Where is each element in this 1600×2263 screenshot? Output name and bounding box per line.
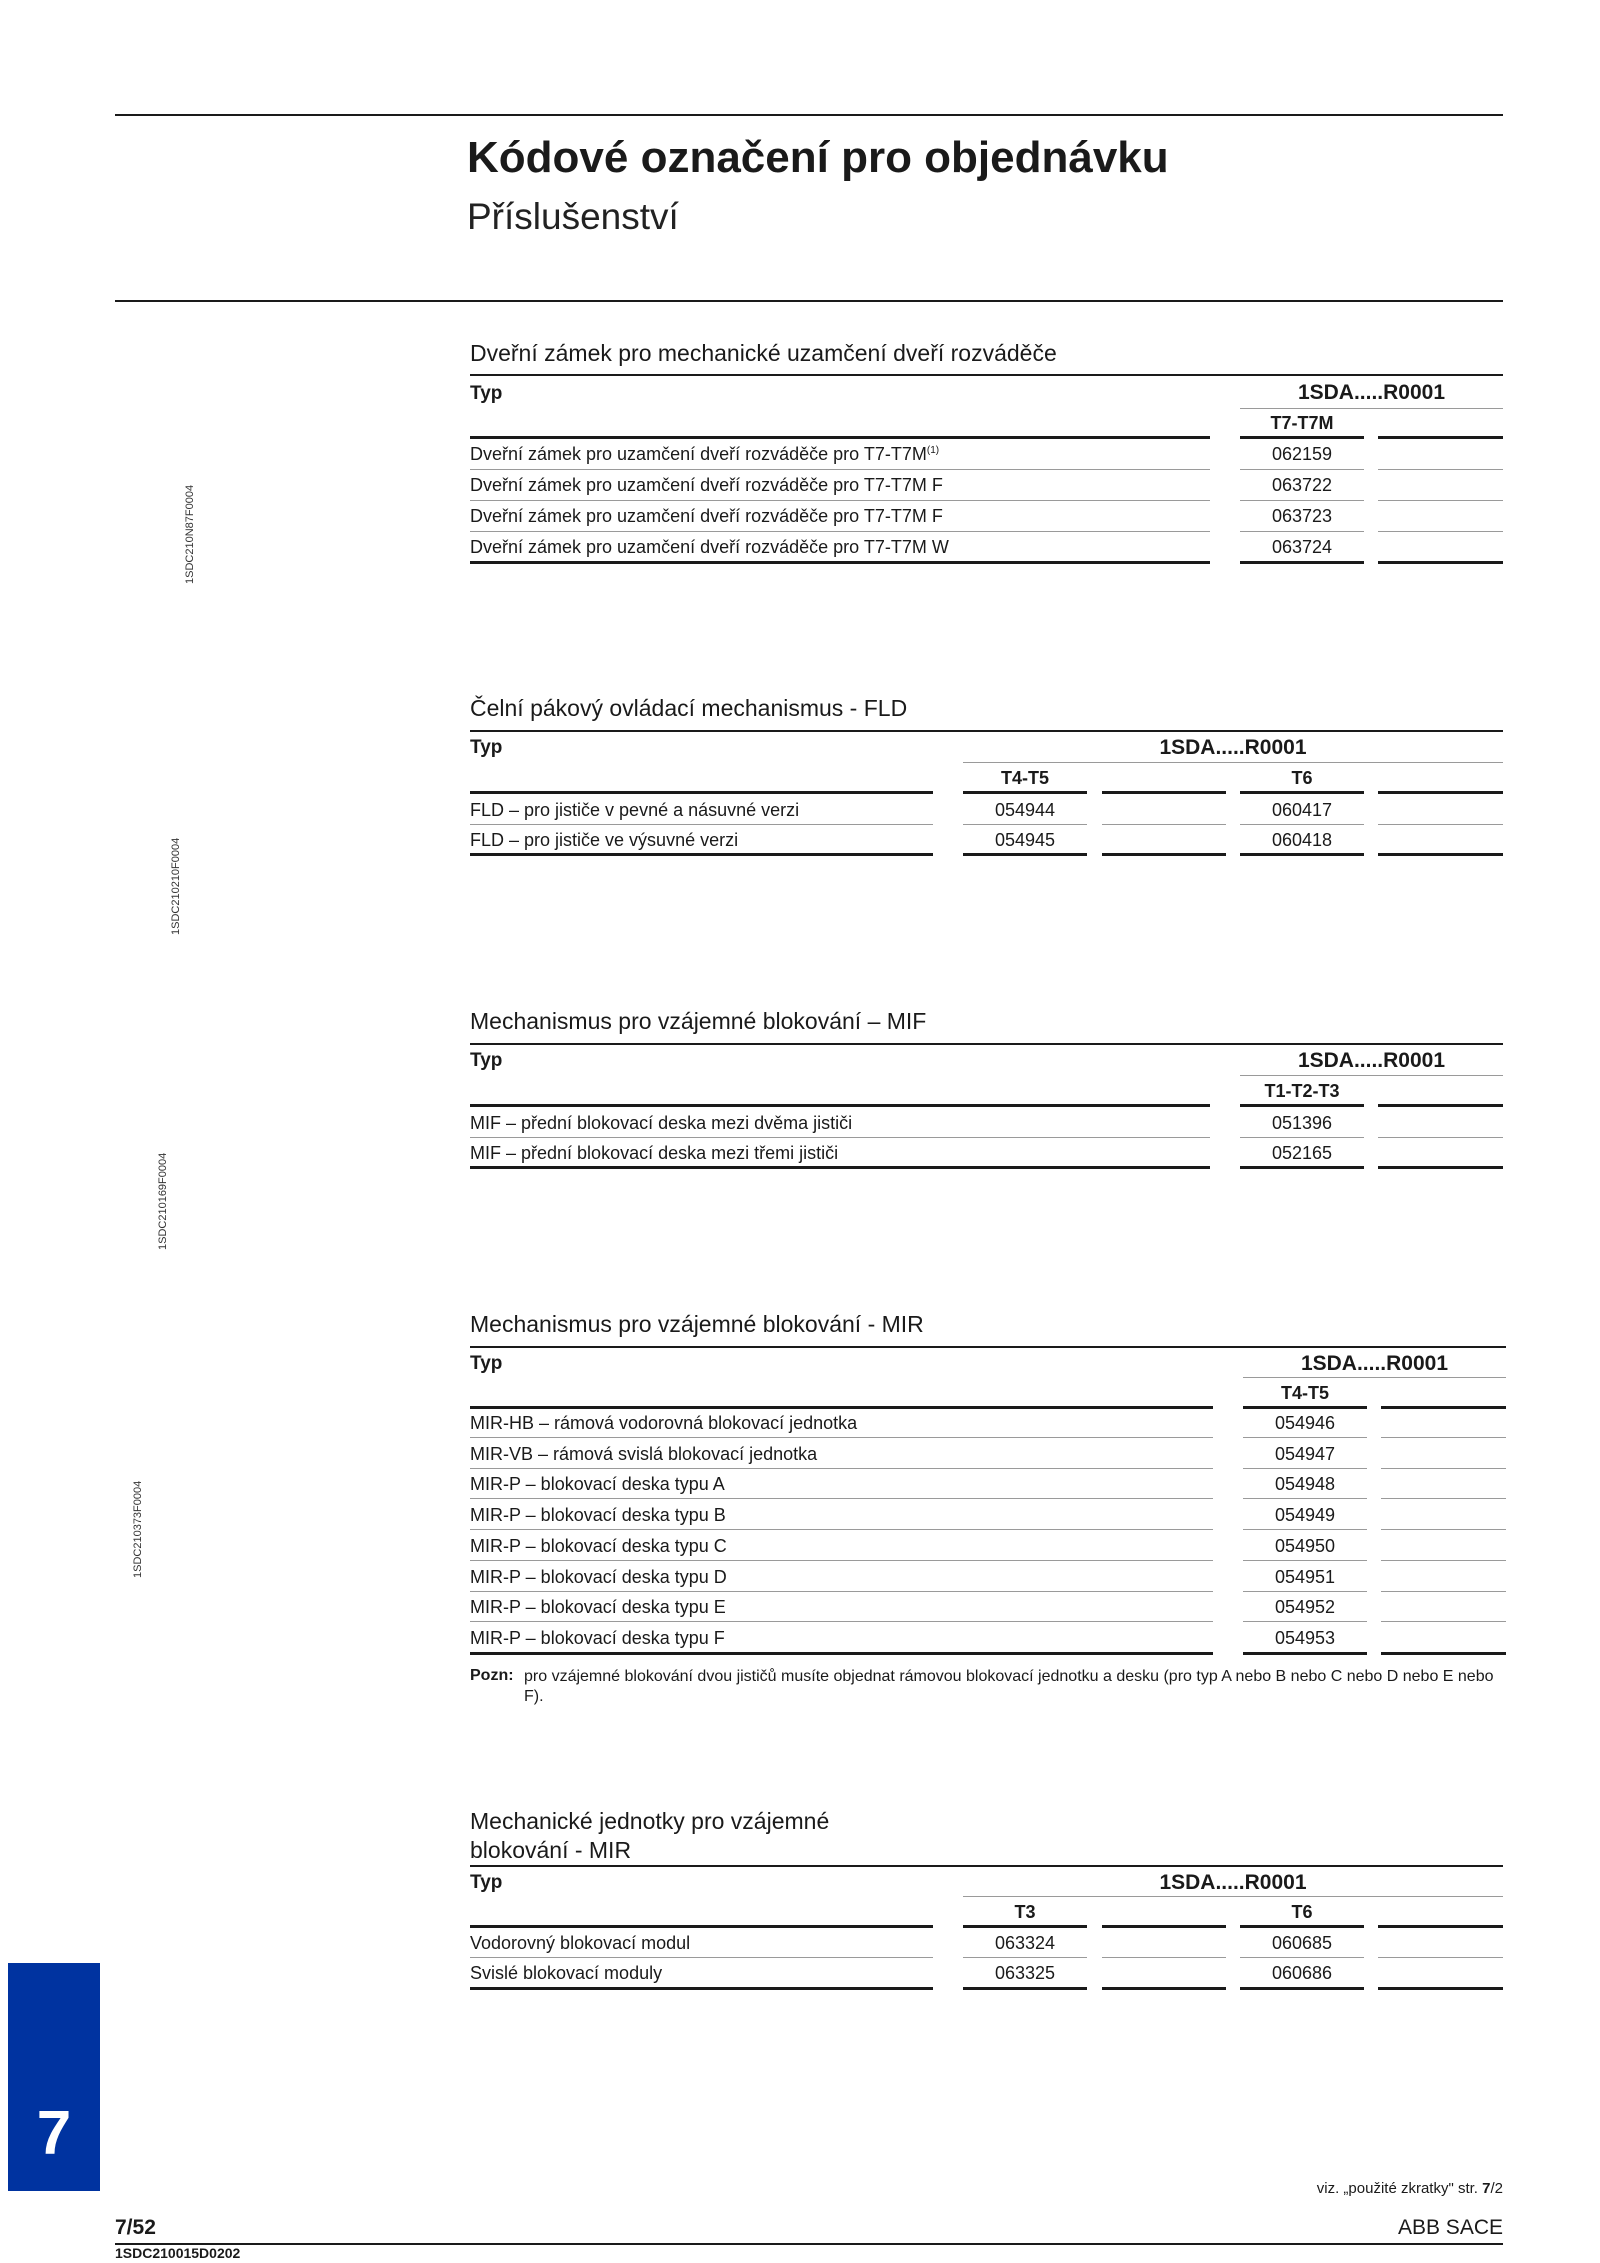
s3-bottom-rule <box>1240 1166 1364 1169</box>
s3-row-rule <box>1240 1137 1364 1138</box>
s2-bottom-rule <box>1102 853 1226 856</box>
table-row-code: 063722 <box>1271 475 1333 495</box>
s5-bottom-rule <box>963 1987 1087 1990</box>
chapter-tab <box>8 1963 100 2191</box>
table-row-code: 052165 <box>1271 1143 1333 1163</box>
table-row-desc: Vodorovný blokovací modul <box>470 1933 691 1953</box>
side-code-3: 1SDC210169F0004 <box>157 1152 169 1250</box>
s4-row-rule <box>1243 1468 1367 1469</box>
s5-col-header-0: T3 <box>1014 1902 1036 1922</box>
s3-code-header: 1SDA.....R0001 <box>1297 1049 1446 1072</box>
s4-row-rule <box>470 1468 1213 1469</box>
section-fld-title: Čelní pákový ovládací mechanismus - FLD <box>470 695 908 721</box>
footer-reference <box>1180 2180 1503 2197</box>
s5-row-rule <box>1378 1957 1503 1958</box>
s5-bottom-rule <box>1378 1987 1503 1990</box>
table-row-code: 054946 <box>1274 1413 1336 1433</box>
section-mir-units-title-line1: Mechanické jednotky pro vzájemné <box>470 1808 830 1834</box>
s2-top-rule <box>470 730 1503 732</box>
brand-name: ABB SACE <box>1397 2216 1503 2239</box>
row-desc-text: Dveřní zámek pro uzamčení dveří rozváděče pro T7-T7M <box>470 444 927 464</box>
s4-header-rule <box>470 1406 1213 1409</box>
s3-header-rule <box>1378 1104 1503 1107</box>
s2-row-rule <box>1378 824 1503 825</box>
s4-row-rule <box>1381 1468 1506 1469</box>
s3-code-rule <box>1240 1075 1503 1076</box>
s2-header-rule <box>470 791 933 794</box>
s1-row-rule <box>1240 531 1364 532</box>
s2-bottom-rule <box>1378 853 1503 856</box>
s2-header-rule <box>1378 791 1503 794</box>
s2-typ-label: Typ <box>470 737 503 758</box>
s4-row-rule <box>470 1437 1213 1438</box>
s1-code-header: 1SDA.....R0001 <box>1297 381 1446 404</box>
section-mir-title: Mechanismus pro vzájemné blokování - MIR <box>470 1311 924 1337</box>
s4-row-rule <box>1381 1437 1506 1438</box>
side-code-1: 1SDC210N87F0004 <box>184 484 196 584</box>
s2-col-header-1: T6 <box>1291 768 1313 788</box>
table-row-code: 054945 <box>994 830 1056 850</box>
side-code-2: 1SDC210210F0004 <box>170 837 182 935</box>
table-row-desc <box>470 444 939 465</box>
s1-row-rule <box>1378 531 1503 532</box>
s2-row-rule <box>1102 824 1226 825</box>
s2-bottom-rule <box>470 853 933 856</box>
s1-header-rule-a <box>470 436 1210 439</box>
s3-header-rule <box>470 1104 1210 1107</box>
footer-ref-suffix: /2 <box>1490 2180 1503 2197</box>
top-rule <box>115 114 1503 116</box>
s2-bottom-rule <box>963 853 1087 856</box>
table-row-desc: MIF – přední blokovací deska mezi třemi jističi <box>470 1143 839 1163</box>
table-row-desc: MIR-HB – rámová vodorovná blokovací jednotka <box>470 1413 858 1433</box>
s2-header-rule <box>1240 791 1364 794</box>
s5-code-header: 1SDA.....R0001 <box>1159 1871 1307 1894</box>
s5-code-rule <box>963 1896 1503 1897</box>
footer-rule <box>115 2243 1503 2245</box>
s3-bottom-rule <box>470 1166 1210 1169</box>
s3-top-rule <box>470 1043 1503 1045</box>
s5-row-rule <box>1240 1957 1364 1958</box>
s4-code-rule <box>1243 1377 1506 1378</box>
s5-top-rule <box>470 1865 1503 1867</box>
table-row-desc: FLD – pro jističe v pevné a násuvné verzi <box>470 800 800 820</box>
s1-col-header-0: T7-T7M <box>1270 413 1334 433</box>
table-row-code: 054944 <box>994 800 1056 820</box>
s5-col-header-1: T6 <box>1291 1902 1313 1922</box>
table-row-desc: Dveřní zámek pro uzamčení dveří rozváděče pro T7-T7M F <box>470 475 943 495</box>
s4-bottom-rule <box>1381 1652 1506 1655</box>
s2-row-rule <box>963 824 1087 825</box>
page-number: 7/52 <box>115 2216 156 2239</box>
s4-row-rule <box>470 1621 1213 1622</box>
table-row-desc: Dveřní zámek pro uzamčení dveří rozváděče pro T7-T7M F <box>470 506 943 526</box>
table-row-code: 060418 <box>1271 830 1333 850</box>
s2-row-rule <box>1240 824 1364 825</box>
s2-header-rule <box>1102 791 1226 794</box>
s4-typ-label: Typ <box>470 1353 503 1374</box>
table-row-code: 062159 <box>1271 444 1333 464</box>
page-title: Kódové označení pro objednávku <box>467 133 1169 182</box>
s1-row-rule <box>470 531 1210 532</box>
s1-row-rule <box>1240 500 1364 501</box>
s4-row-rule <box>1243 1437 1367 1438</box>
footer-ref-page: 7 <box>1482 2180 1491 2197</box>
s1-row-rule <box>1240 469 1364 470</box>
s3-row-rule <box>1378 1137 1503 1138</box>
chapter-number: 7 <box>36 2099 72 2168</box>
s3-header-rule <box>1240 1104 1364 1107</box>
table-row-code: 051396 <box>1271 1113 1333 1133</box>
table-row-desc: MIR-P – blokovací deska typu D <box>470 1567 727 1587</box>
s3-row-rule <box>470 1137 1210 1138</box>
table-row-desc: MIR-VB – rámová svislá blokovací jednotka <box>470 1444 818 1464</box>
s4-row-rule <box>1243 1591 1367 1592</box>
side-code-4: 1SDC210373F0004 <box>132 1480 144 1578</box>
section-mif-title: Mechanismus pro vzájemné blokování – MIF <box>470 1008 927 1034</box>
s5-header-rule <box>470 1925 933 1928</box>
s5-header-rule <box>963 1925 1087 1928</box>
s4-row-rule <box>470 1560 1213 1561</box>
section-mir-units-title-line2: blokování - MIR <box>470 1837 632 1863</box>
table-row-code: 054951 <box>1274 1567 1336 1587</box>
s1-row-rule <box>1378 500 1503 501</box>
s5-row-rule <box>1102 1957 1226 1958</box>
s3-typ-label: Typ <box>470 1050 503 1071</box>
table-row-desc: Dveřní zámek pro uzamčení dveří rozváděče pro T7-T7M W <box>470 537 949 557</box>
table-row-code: 060686 <box>1271 1963 1333 1983</box>
table-row-code: 060417 <box>1271 800 1333 820</box>
s5-header-rule <box>1378 1925 1503 1928</box>
table-row-desc: MIR-P – blokovací deska typu F <box>470 1628 725 1648</box>
s5-bottom-rule <box>470 1987 933 1990</box>
table-row-desc: FLD – pro jističe ve výsuvné verzi <box>470 830 739 850</box>
s4-top-rule <box>470 1346 1506 1348</box>
table-row-code: 060685 <box>1271 1933 1333 1953</box>
table-row-desc: MIR-P – blokovací deska typu B <box>470 1505 726 1525</box>
s4-row-rule <box>470 1591 1213 1592</box>
table-row-code: 063724 <box>1271 537 1333 557</box>
s2-col-header-0: T4-T5 <box>1000 768 1049 788</box>
note-text: pro vzájemné blokování dvou jističů musíte objednat rámovou blokovací jednotku a desku (pro typ A nebo B nebo C nebo D nebo E nebo F). <box>524 1668 1494 1705</box>
table-row-code: 054949 <box>1274 1505 1336 1525</box>
table-row-code: 063324 <box>994 1933 1056 1953</box>
s5-bottom-rule <box>1102 1987 1226 1990</box>
footer-ref-text: viz. „použité zkratky" str. <box>1316 2180 1483 2197</box>
s4-code-header: 1SDA.....R0001 <box>1300 1352 1449 1375</box>
s1-bottom-rule <box>1378 561 1503 564</box>
s4-row-rule <box>470 1529 1213 1530</box>
s1-top-rule <box>470 374 1503 376</box>
s4-header-rule <box>1381 1406 1506 1409</box>
s4-row-rule <box>1243 1621 1367 1622</box>
doc-code: 1SDC210015D0202 <box>115 2245 241 2261</box>
s2-bottom-rule <box>1240 853 1364 856</box>
table-row-desc: MIF – přední blokovací deska mezi dvěma jističi <box>470 1113 853 1133</box>
s4-bottom-rule <box>470 1652 1213 1655</box>
s4-row-rule <box>1243 1560 1367 1561</box>
s5-typ-label: Typ <box>470 1872 503 1893</box>
s5-header-rule <box>1102 1925 1226 1928</box>
s2-header-rule <box>963 791 1087 794</box>
s4-row-rule <box>1381 1591 1506 1592</box>
s1-typ-label: Typ <box>470 383 503 404</box>
s4-row-rule <box>1381 1560 1506 1561</box>
note-label: Pozn: <box>470 1667 514 1684</box>
s4-row-rule <box>1381 1498 1506 1499</box>
table-row-code: 054953 <box>1274 1628 1336 1648</box>
table-row-code: 054947 <box>1274 1444 1336 1464</box>
header-bottom-rule <box>115 300 1503 302</box>
s2-code-rule <box>963 762 1503 763</box>
footnote-marker: (1) <box>926 445 940 456</box>
s1-bottom-rule <box>1240 561 1364 564</box>
s5-header-rule <box>1240 1925 1364 1928</box>
s4-row-rule <box>1243 1498 1367 1499</box>
table-row-desc: MIR-P – blokovací deska typu E <box>470 1597 726 1617</box>
s3-col-header-0: T1-T2-T3 <box>1264 1081 1340 1101</box>
page-subtitle: Příslušenství <box>467 196 679 237</box>
s1-row-rule <box>470 500 1210 501</box>
s2-row-rule <box>470 824 933 825</box>
s1-code-rule <box>1240 408 1503 409</box>
table-row-desc: MIR-P – blokovací deska typu A <box>470 1474 725 1494</box>
s1-row-rule <box>470 469 1210 470</box>
s4-row-rule <box>470 1498 1213 1499</box>
s4-bottom-rule <box>1243 1652 1367 1655</box>
table-row-code: 063723 <box>1271 506 1333 526</box>
table-row-desc: MIR-P – blokovací deska typu C <box>470 1536 727 1556</box>
s4-col-header-0: T4-T5 <box>1280 1383 1329 1403</box>
s5-row-rule <box>963 1957 1087 1958</box>
table-row-desc: Svislé blokovací moduly <box>470 1963 663 1983</box>
s2-code-header: 1SDA.....R0001 <box>1159 736 1307 759</box>
s5-row-rule <box>470 1957 933 1958</box>
table-row-code: 054952 <box>1274 1597 1336 1617</box>
table-row-code: 054950 <box>1274 1536 1336 1556</box>
s1-row-rule <box>1378 469 1503 470</box>
table-row-code: 063325 <box>994 1963 1056 1983</box>
s1-header-rule-b <box>1240 436 1364 439</box>
section-door-lock-title: Dveřní zámek pro mechanické uzamčení dveří rozváděče <box>470 340 1057 366</box>
s3-bottom-rule <box>1378 1166 1503 1169</box>
s4-row-rule <box>1243 1529 1367 1530</box>
s5-bottom-rule <box>1240 1987 1364 1990</box>
s1-bottom-rule <box>470 561 1210 564</box>
table-row-code: 054948 <box>1274 1474 1336 1494</box>
s4-row-rule <box>1381 1529 1506 1530</box>
s1-header-rule-c <box>1378 436 1503 439</box>
s4-row-rule <box>1381 1621 1506 1622</box>
s4-header-rule <box>1243 1406 1367 1409</box>
